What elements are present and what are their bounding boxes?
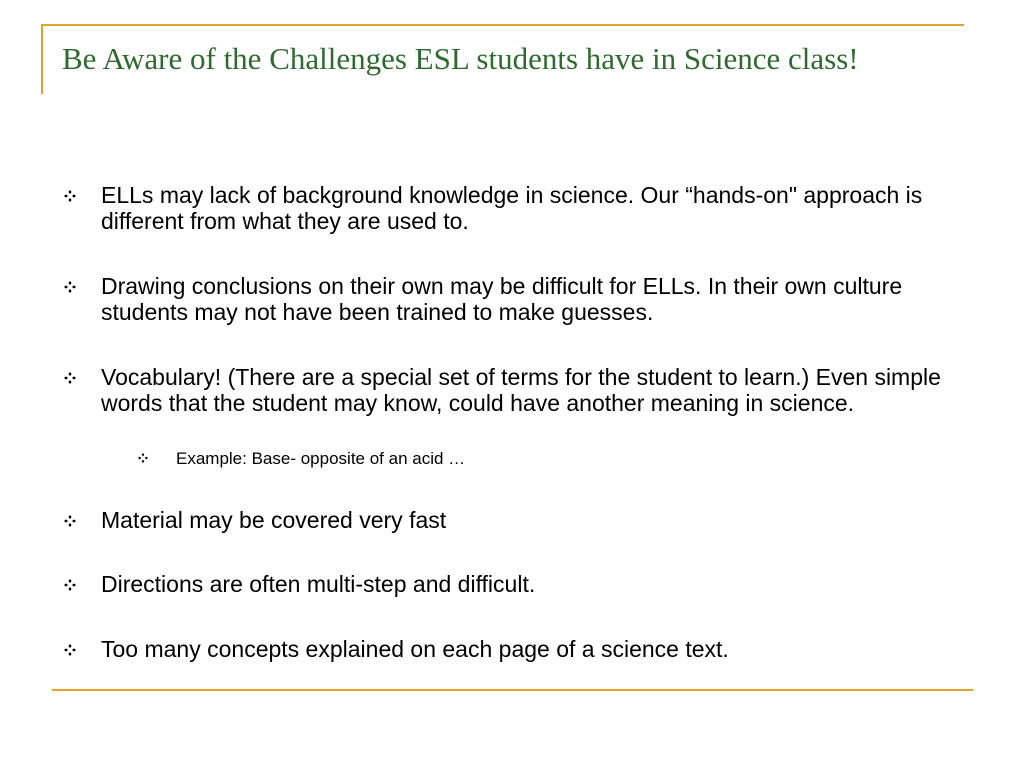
four-diamond-bullet-icon xyxy=(64,515,76,527)
bullet-text: Too many concepts explained on each page of a science text. xyxy=(101,636,729,662)
bullet-text: Vocabulary! (There are a special set of terms for the student to learn.) Even simple words that the student may know, could have another meaning in science. xyxy=(101,364,941,416)
four-diamond-bullet-icon xyxy=(64,644,76,656)
bullet-text: ELLs may lack of background knowledge in science. Our “hands-on" approach is different from what they are used to. xyxy=(101,182,923,234)
bullet-text: Material may be covered very fast xyxy=(101,507,447,533)
slide-title: Be Aware of the Challenges ESL students have in Science class! xyxy=(62,41,859,76)
four-diamond-bullet-icon xyxy=(64,372,76,384)
four-diamond-bullet-icon xyxy=(64,579,76,591)
bullet-text: Directions are often multi-step and difficult. xyxy=(101,571,536,597)
bullet-text: Drawing conclusions on their own may be difficult for ELLs. In their own culture students may not have been trained to make guesses. xyxy=(101,273,903,325)
four-diamond-bullet-icon xyxy=(64,190,76,202)
four-diamond-bullet-icon xyxy=(64,281,76,293)
four-diamond-bullet-icon xyxy=(138,453,148,463)
accent-top-line xyxy=(41,24,964,26)
sub-bullet-text: Example: Base- opposite of an acid … xyxy=(176,449,466,468)
accent-vertical-line xyxy=(41,24,43,94)
accent-bottom-line xyxy=(52,689,973,691)
